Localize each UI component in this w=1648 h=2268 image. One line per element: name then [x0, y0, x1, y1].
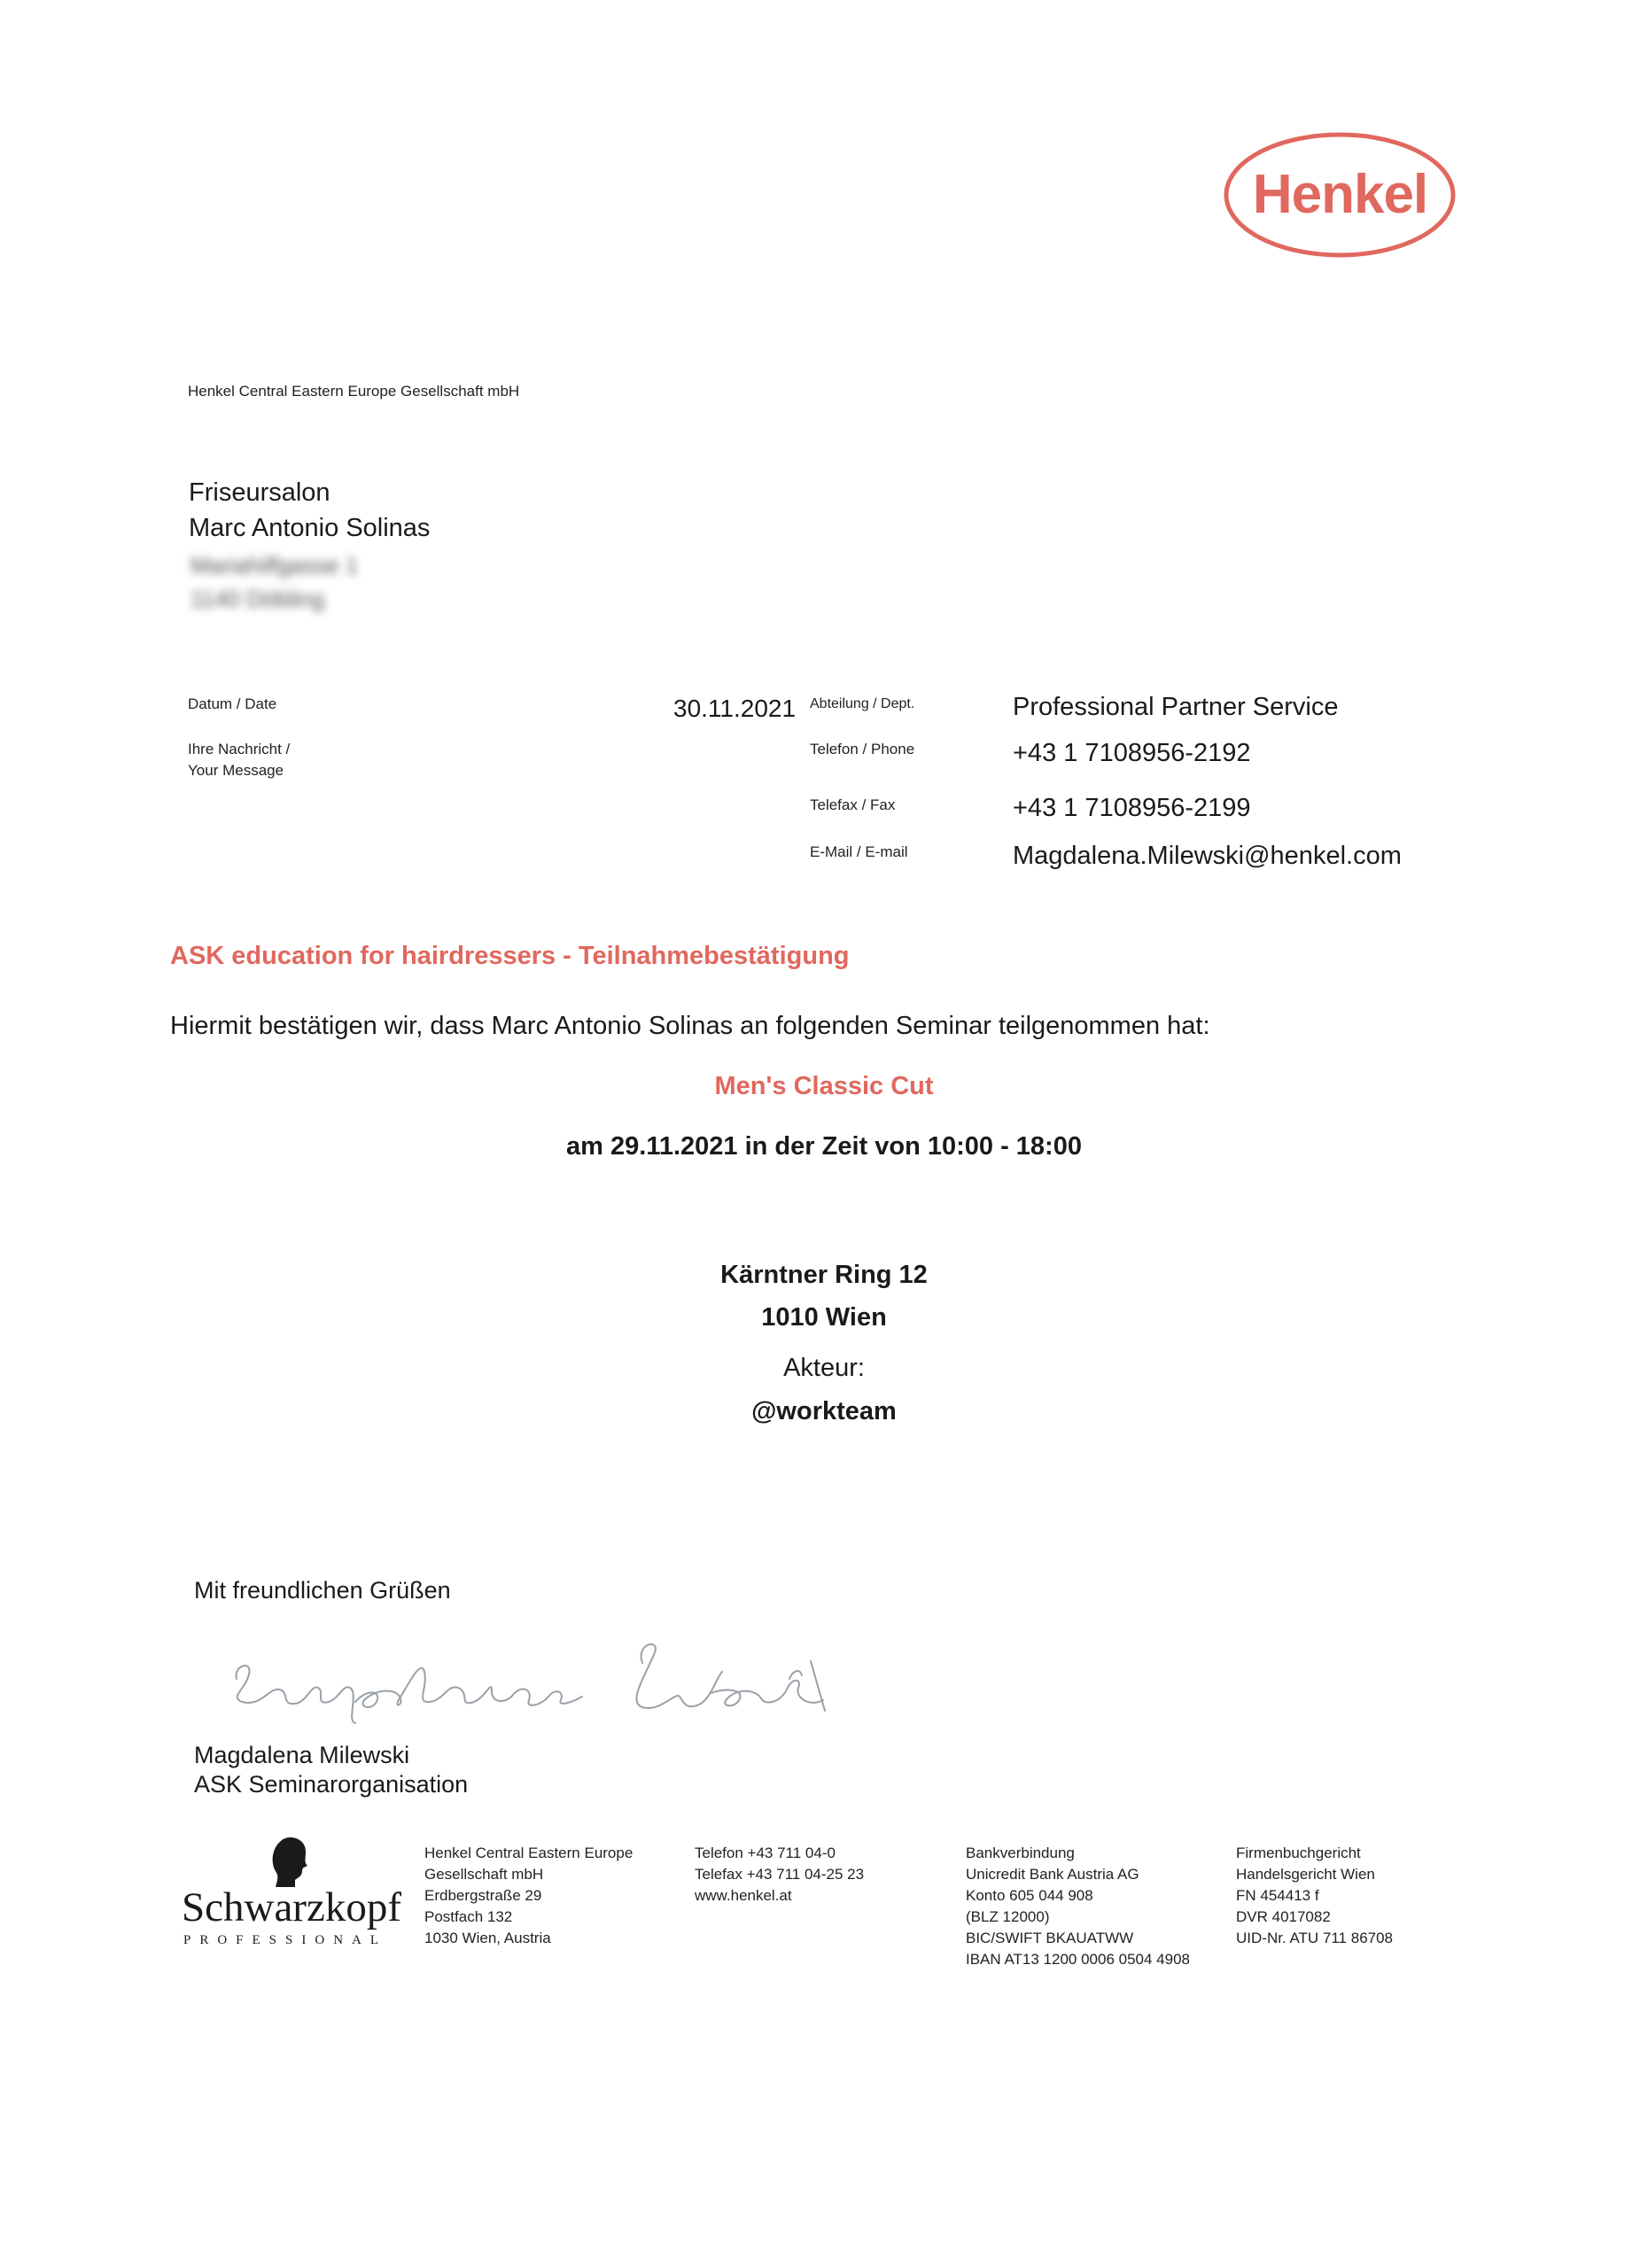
footer-line: Henkel Central Eastern Europe: [424, 1845, 634, 1861]
footer-contact-col: [695, 1843, 864, 1907]
signer-name: Magdalena Milewski: [194, 1742, 410, 1768]
intro-text: Hiermit bestätigen wir, dass Marc Antonio Solinas an folgenden Seminar teilgenommen hat:: [170, 1012, 1210, 1040]
schwarzkopf-head-icon: [268, 1836, 311, 1887]
greeting: Mit freundlichen Grüßen: [194, 1577, 451, 1604]
recipient-line-2: Marc Antonio Solinas: [189, 514, 431, 542]
date-label: Datum / Date: [188, 695, 277, 712]
footer-registry-col: [1236, 1843, 1393, 1949]
message-label-2: Your Message: [188, 762, 284, 779]
recipient-line-1: Friseursalon: [189, 478, 330, 507]
footer-line: FN 454413 f: [1236, 1887, 1319, 1904]
footer-line: Erdbergstraße 29: [424, 1887, 542, 1904]
handwritten-signature: [226, 1626, 864, 1732]
venue-city: 1010 Wien: [761, 1303, 887, 1332]
footer-line: Gesellschaft mbH: [424, 1866, 544, 1883]
footer-line: Telefon +43 711 04-0: [695, 1845, 836, 1861]
actor-name: @workteam: [751, 1397, 897, 1425]
footer-line: IBAN AT13 1200 0006 0504 4908: [966, 1951, 1190, 1968]
schwarzkopf-professional: PROFESSIONAL: [183, 1933, 388, 1947]
phone-label: Telefon / Phone: [810, 741, 915, 757]
actor-label: Akteur:: [783, 1354, 865, 1382]
footer-line: Postfach 132: [424, 1908, 513, 1925]
fax-value: +43 1 7108956-2199: [1013, 794, 1251, 822]
footer-line: BIC/SWIFT BKAUATWW: [966, 1930, 1134, 1946]
dept-label: Abteilung / Dept.: [810, 696, 915, 711]
schwarzkopf-wordmark: Schwarzkopf: [182, 1884, 401, 1930]
email-label: E-Mail / E-mail: [810, 843, 908, 860]
message-label-1: Ihre Nachricht /: [188, 741, 291, 757]
dept-value: Professional Partner Service: [1013, 693, 1339, 721]
footer-line: Bankverbindung: [966, 1845, 1075, 1861]
subject-line: ASK education for hairdressers - Teilnahmebestätigung: [170, 942, 850, 970]
henkel-logo: [1223, 131, 1458, 260]
recipient-street-blurred: Mariahilfgasse 1: [190, 552, 359, 579]
footer-line: Konto 605 044 908: [966, 1887, 1093, 1904]
footer-line: Unicredit Bank Austria AG: [966, 1866, 1139, 1883]
footer-bank-col: [966, 1843, 1190, 1970]
signature: [226, 1626, 864, 1732]
footer-line: UID-Nr. ATU 711 86708: [1236, 1930, 1394, 1946]
footer-line: (BLZ 12000): [966, 1908, 1050, 1925]
date-value: 30.11.2021: [673, 695, 797, 722]
email-value: Magdalena.Milewski@henkel.com: [1013, 842, 1402, 870]
schwarzkopf-logo: [182, 1836, 412, 1951]
venue-street: Kärntner Ring 12: [720, 1261, 928, 1289]
seminar-time: am 29.11.2021 in der Zeit von 10:00 - 18:00: [566, 1132, 1082, 1161]
signer-role: ASK Seminarorganisation: [194, 1771, 469, 1798]
seminar-title: Men's Classic Cut: [714, 1072, 934, 1100]
fax-label: Telefax / Fax: [810, 796, 896, 813]
phone-value: +43 1 7108956-2192: [1013, 739, 1251, 767]
henkel-logo-text: Henkel: [1252, 164, 1428, 225]
footer-company-col: [424, 1843, 633, 1949]
recipient-city-blurred: 1140 Döbling: [190, 586, 325, 612]
footer-line: 1030 Wien, Austria: [424, 1930, 551, 1946]
footer-line: Firmenbuchgericht: [1236, 1845, 1361, 1861]
footer-line: Telefax +43 711 04-25 23: [695, 1866, 865, 1883]
footer-line: DVR 4017082: [1236, 1908, 1331, 1925]
footer-line: www.henkel.at: [695, 1887, 792, 1904]
footer-line: Handelsgericht Wien: [1236, 1866, 1375, 1883]
sender-line: Henkel Central Eastern Europe Gesellschaft mbH: [188, 383, 520, 400]
